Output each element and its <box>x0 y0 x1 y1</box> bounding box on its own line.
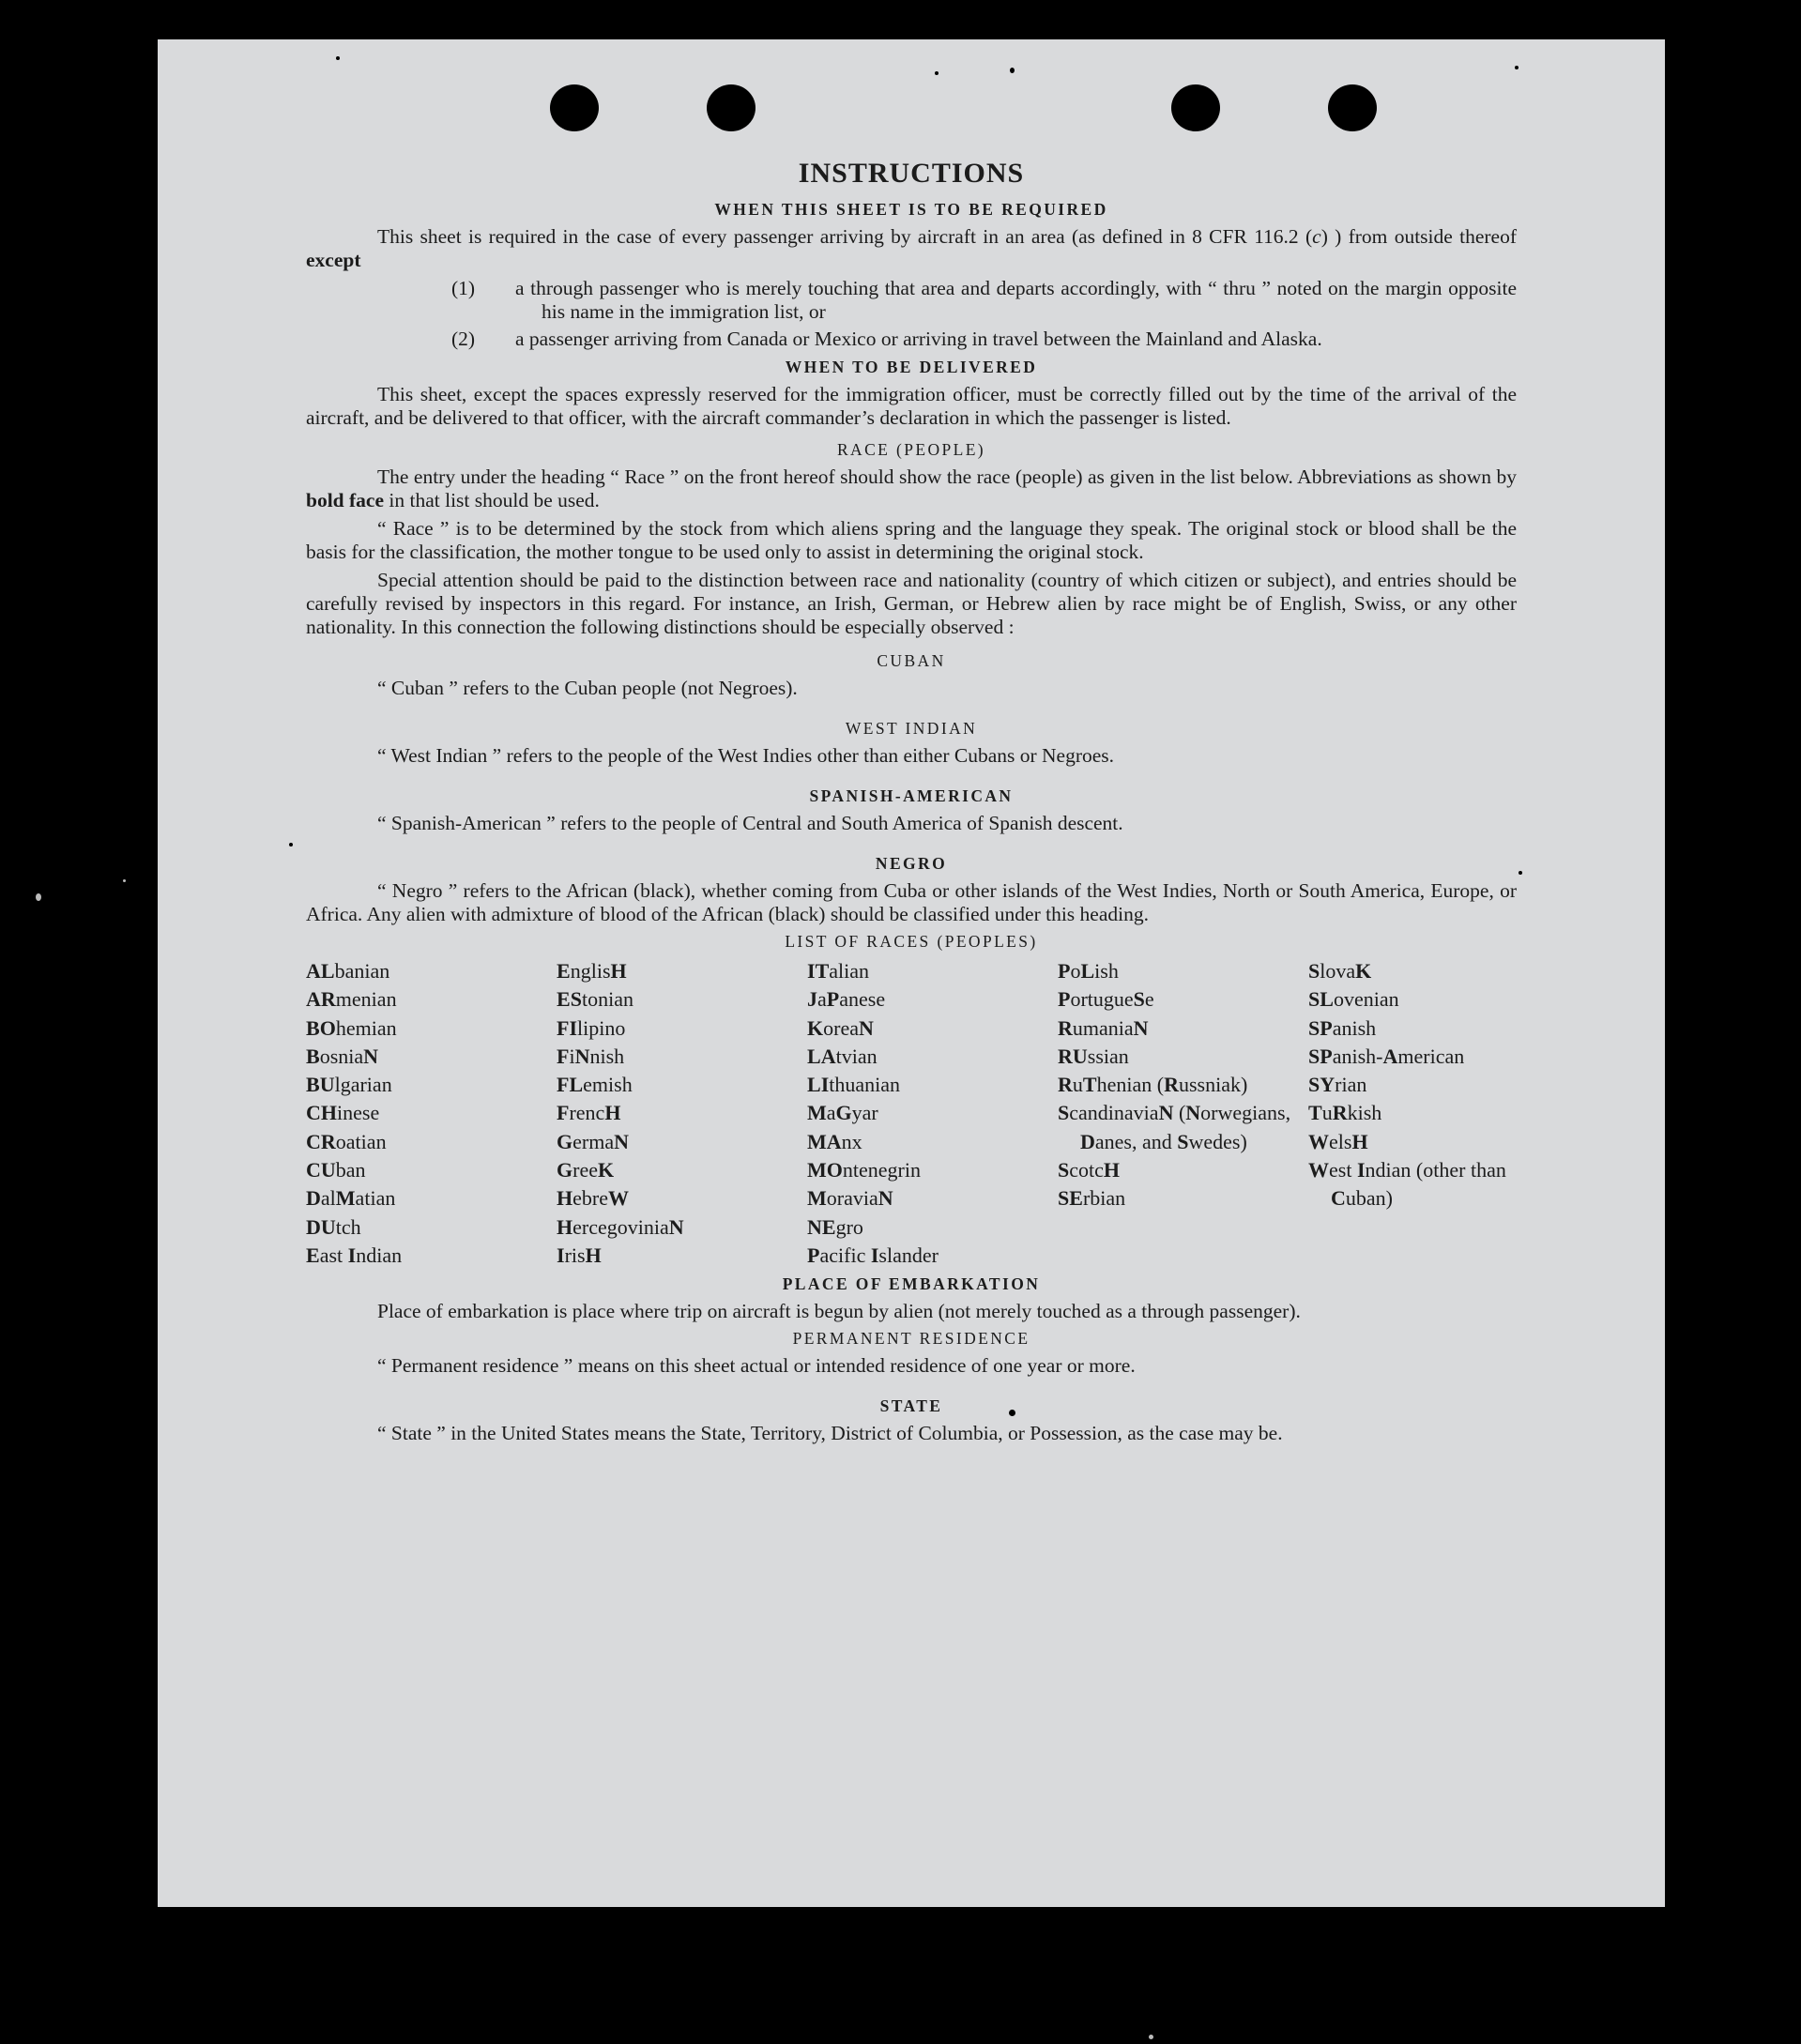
race-text-bold: bold face <box>306 489 385 511</box>
race-entry: SYrian <box>1308 1073 1367 1097</box>
required-text: ) ) from outside thereof <box>1320 225 1517 248</box>
exception-number: (2) <box>451 328 476 350</box>
embarkation-paragraph: Place of embarkation is place where trip on aircraft is begun by alien (not merely touched as a through passenger). <box>377 1300 1301 1323</box>
race-text: in that list should be used. <box>384 489 600 511</box>
section-heading: CUBAN <box>877 651 946 670</box>
section-heading: NEGRO <box>875 854 948 873</box>
speck <box>1515 66 1519 69</box>
race-list <box>306 957 1517 1270</box>
cuban-paragraph: “ Cuban ” refers to the Cuban people (not Negroes). <box>377 677 798 699</box>
race-entry: MOntenegrin <box>807 1158 921 1182</box>
race-entry: DUtch <box>306 1214 361 1239</box>
section-heading: WHEN THIS SHEET IS TO BE REQUIRED <box>714 200 1108 219</box>
race-entry: NEgro <box>807 1214 863 1239</box>
punch-hole <box>707 84 756 131</box>
punch-hole <box>1171 84 1220 131</box>
speck <box>1010 68 1015 73</box>
race-entry: EnglisH <box>557 959 627 983</box>
race-text: The entry under the heading “ Race ” on the front hereof should show the race (people) as given in the list below. Abbreviations as shown by <box>377 465 1517 488</box>
required-paragraph <box>306 225 1517 272</box>
section-heading: WEST INDIAN <box>845 719 978 738</box>
race-entry: ALbanian <box>306 959 390 983</box>
speck <box>36 893 41 901</box>
document-sheet <box>158 39 1665 1907</box>
race-entry: ScandinaviaN (Norwegians, Danes, and Swedes) <box>1058 1101 1291 1153</box>
race-entry: LIthuanian <box>807 1073 901 1097</box>
instructions-content <box>306 158 1517 1450</box>
race-entry: Pacific Islander <box>807 1243 939 1267</box>
race-entry: PoLish <box>1058 959 1119 983</box>
race-entry: IrisH <box>557 1243 602 1267</box>
speck <box>1149 2035 1153 2039</box>
section-heading: RACE (PEOPLE) <box>836 440 986 459</box>
race-entry: FLemish <box>557 1073 633 1097</box>
page-title: INSTRUCTIONS <box>798 158 1025 189</box>
punch-hole <box>1328 84 1377 131</box>
spanish-american-paragraph: “ Spanish-American ” refers to the people of Central and South America of Spanish descent. <box>377 812 1123 834</box>
race-entry: JaPanese <box>807 987 886 1012</box>
race-paragraph: Special attention should be paid to the distinction between race and nationality (country of which citizen or subject), and entries should be carefully revised by inspectors in this regard. For instance, an Irish, German, or Hebrew alien by race might be of English, Swiss, or any other nationality. In this connection the following distinctions should be especially observed : <box>306 569 1517 638</box>
race-paragraph: “ Race ” is to be determined by the stock from which aliens spring and the language they speak. The original stock or blood shall be the basis for the classification, the mother tongue to be used only to assist in determining the original stock. <box>306 517 1517 563</box>
race-entry: West Indian (other than Cuban) <box>1308 1158 1506 1211</box>
section-heading: PERMANENT RESIDENCE <box>792 1329 1030 1349</box>
race-entry: FIlipino <box>557 1015 626 1040</box>
race-entry: RUssian <box>1058 1044 1129 1068</box>
race-column <box>807 957 1058 1270</box>
race-entry: HercegoviniaN <box>557 1214 684 1239</box>
race-entry: CRoatian <box>306 1129 387 1153</box>
exception-text: a passenger arriving from Canada or Mexico or arriving in travel between the Mainland and Alaska. <box>515 328 1322 350</box>
race-entry: ScotcH <box>1058 1158 1121 1182</box>
race-entry: BOhemian <box>306 1015 397 1040</box>
race-column <box>306 957 557 1270</box>
race-entry: RumaniaN <box>1058 1015 1149 1040</box>
race-entry: SPanish <box>1308 1015 1377 1040</box>
race-column <box>557 957 807 1270</box>
race-entry: PortugueSe <box>1058 987 1154 1012</box>
section-heading: WHEN TO BE DELIVERED <box>785 358 1038 376</box>
race-entry: MAnx <box>807 1129 862 1153</box>
negro-paragraph: “ Negro ” refers to the African (black), whether coming from Cuba or other islands of the West Indies, North or South America, Europe, or Africa. Any alien with admixture of blood of the African (black) should be classified under this heading. <box>306 879 1517 925</box>
required-text: This sheet is required in the case of every passenger arriving by aircraft in an area (as defined in 8 CFR 116.2 ( <box>377 225 1313 248</box>
state-paragraph: “ State ” in the United States means the State, Territory, District of Columbia, or Possession, as the case may be. <box>377 1422 1283 1445</box>
exception-text: a through passenger who is merely touching that area and departs accordingly, with “ thru ” noted on the margin opposite his name in the immigration list, or <box>515 277 1517 323</box>
race-entry: GreeK <box>557 1158 615 1182</box>
race-entry: SLovenian <box>1308 987 1399 1012</box>
section-heading: STATE <box>879 1396 943 1416</box>
required-text-italic: c <box>1312 225 1321 248</box>
race-entry: GermaN <box>557 1129 629 1153</box>
west-indian-paragraph: “ West Indian ” refers to the people of the West Indies other than either Cubans or Negroes. <box>377 744 1115 767</box>
race-entry: WelsH <box>1308 1129 1368 1153</box>
race-entry: BUlgarian <box>306 1073 392 1097</box>
section-heading: LIST OF RACES (PEOPLES) <box>785 932 1038 951</box>
race-entry: MaGyar <box>807 1101 878 1125</box>
race-entry: SlovaK <box>1308 959 1372 983</box>
punch-hole <box>550 84 599 131</box>
race-entry: CHinese <box>306 1101 380 1125</box>
race-entry: KoreaN <box>807 1015 874 1040</box>
exception-item <box>306 277 1517 324</box>
race-entry: FrencH <box>557 1101 621 1125</box>
race-entry: CUban <box>306 1158 366 1182</box>
section-heading: PLACE OF EMBARKATION <box>782 1274 1041 1294</box>
race-entry: MoraviaN <box>807 1186 893 1211</box>
race-entry: East Indian <box>306 1243 403 1267</box>
race-entry: ITalian <box>807 959 870 983</box>
speck <box>289 843 293 847</box>
race-entry: EStonian <box>557 987 633 1012</box>
race-column <box>1058 957 1308 1270</box>
delivered-paragraph: This sheet, except the spaces expressly reserved for the immigration officer, must be correctly filled out by the time of the arrival of the aircraft, and be delivered to that officer, with the aircraft commander’s declaration in which the passenger is listed. <box>306 383 1517 429</box>
race-paragraph <box>306 465 1517 512</box>
speck <box>935 71 939 75</box>
race-entry: ARmenian <box>306 987 397 1012</box>
required-text-bold: except <box>306 249 361 271</box>
speck <box>1519 871 1522 875</box>
race-entry: RuThenian (Russniak) <box>1058 1073 1248 1097</box>
exception-item <box>306 328 1517 351</box>
speck <box>336 56 340 60</box>
residence-paragraph: “ Permanent residence ” means on this sheet actual or intended residence of one year or more. <box>377 1354 1136 1378</box>
race-entry: SPanish-American <box>1308 1044 1465 1068</box>
race-entry: DalMatian <box>306 1186 396 1211</box>
race-entry: FiNnish <box>557 1044 625 1068</box>
race-entry: TuRkish <box>1308 1101 1382 1125</box>
race-entry: LAtvian <box>807 1044 878 1068</box>
section-heading: SPANISH-AMERICAN <box>809 786 1014 805</box>
race-entry: HebreW <box>557 1186 629 1211</box>
race-column <box>1308 957 1517 1270</box>
exception-number: (1) <box>451 277 476 299</box>
speck <box>123 879 126 882</box>
race-entry: BosniaN <box>306 1044 379 1068</box>
race-entry: SErbian <box>1058 1186 1126 1211</box>
